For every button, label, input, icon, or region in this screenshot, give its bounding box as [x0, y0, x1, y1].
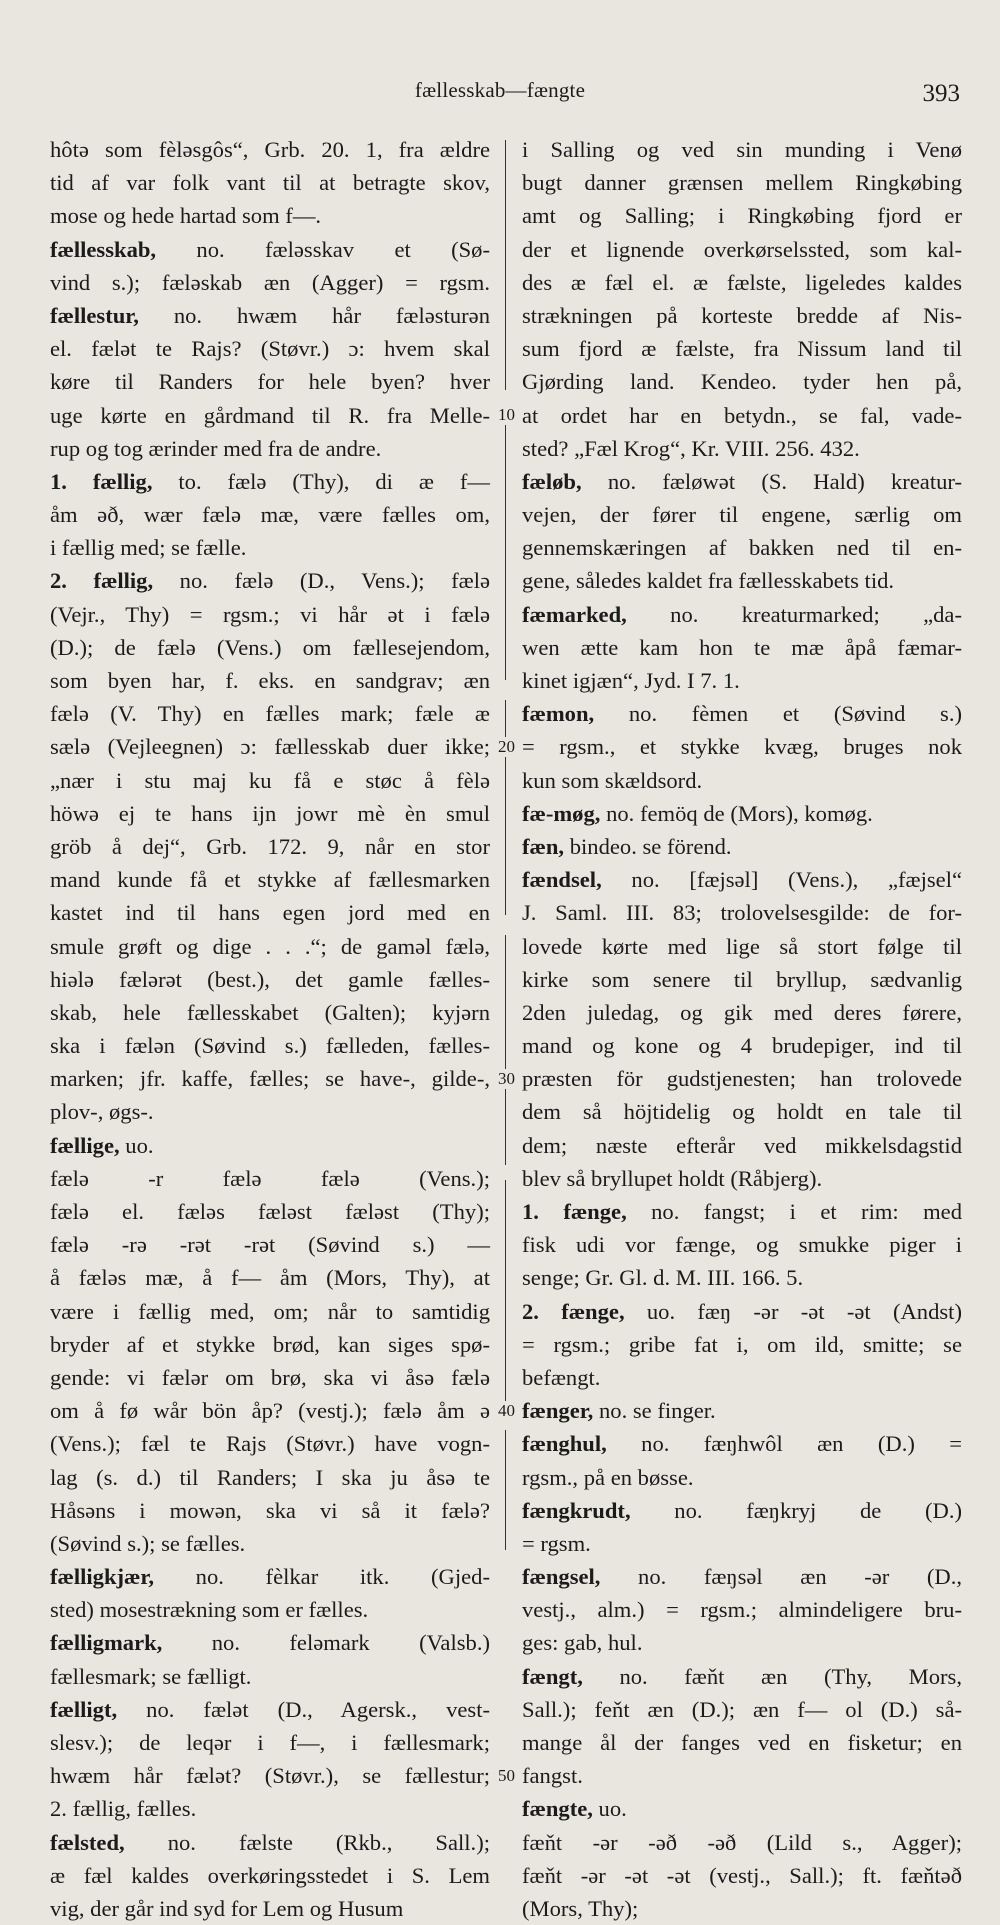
text-line: (Søvind s.); se fælles.	[50, 1530, 246, 1556]
text-line: fangst.	[522, 1763, 583, 1789]
text-line: fæløb, no. fæløwət (S. Hald) kreatur-	[522, 468, 962, 494]
text-line: gende: vi fælər om brø, ska vi åsə fælə	[50, 1364, 490, 1390]
text-line: fælə el. fæləs fæləst fæləst (Thy);	[50, 1199, 490, 1224]
text-line: 2. fænge, uo. fæŋ -ər -ət -ət (Andst)	[522, 1298, 962, 1324]
text-line: lag (s. d.) til Randers; I ska ju åsə te	[50, 1464, 490, 1490]
text-line: at ordet har en betydn., se fal, vade-	[522, 402, 962, 428]
text-line: (Mors, Thy);	[522, 1895, 639, 1921]
text-line: fælligkjær, no. fèlkar itk. (Gjed-	[50, 1564, 490, 1590]
text-line: plov-, øgs-.	[50, 1099, 154, 1125]
text-line: wen ætte kam hon te mæ åpå fæmar-	[522, 634, 962, 660]
text-line: (Vejr., Thy) = rgsm.; vi hår ət i fælə	[50, 601, 490, 627]
headword: fæmon,	[522, 701, 595, 727]
text-line: præsten för gudstjenesten; han trolovede	[522, 1066, 962, 1092]
text-line: i fællig med; se fælle.	[50, 535, 247, 561]
text-line: höwə ej te hans ijn jowr mè èn smul	[50, 800, 490, 826]
text-line: mand og kone og 4 brudepiger, ind til	[522, 1033, 962, 1059]
line-number: 50	[498, 1765, 515, 1785]
text-line: dem så höjtidelig og holdt en tale til	[522, 1099, 962, 1125]
text-line: (Vens.); fæl te Rajs (Støvr.) have vogn-	[50, 1431, 490, 1457]
text-line: fællige, uo.	[50, 1132, 154, 1158]
text-line: 2. fællig, fælles.	[50, 1796, 197, 1822]
text-line: fæmon, no. fèmen et (Søvind s.)	[522, 701, 962, 727]
headword: fælligkjær,	[50, 1564, 154, 1590]
text-line: sted? „Fæl Krog“, Kr. VIII. 256. 432.	[522, 435, 860, 461]
text-line: senge; Gr. Gl. d. M. III. 166. 5.	[522, 1265, 804, 1291]
text-line: bryder af et stykke brød, kan siges spø-	[50, 1331, 490, 1357]
text-line: gennemskæringen af bakken ned til en-	[522, 535, 962, 561]
headword: fæmarked,	[522, 601, 627, 627]
text-line: åm əð, wær fælə mæ, være fælles om,	[50, 502, 490, 528]
text-line: vig, der går ind syd for Lem og Husum	[50, 1895, 404, 1921]
line-number: 10	[498, 405, 515, 424]
text-line: des æ fæl el. æ fælste, ligeledes kaldes	[522, 269, 962, 295]
text-line: kirke som senere til bryllup, sædvanlig	[522, 966, 962, 992]
left-column	[50, 133, 490, 1925]
text-line: dem; næste efterår ved mikkelsdagstid	[522, 1132, 962, 1158]
text-line: som byen har, f. eks. en sandgrav; æn	[50, 668, 490, 693]
headword: fænghul,	[522, 1431, 607, 1457]
headword: fælsted,	[50, 1829, 125, 1855]
column-rule	[505, 700, 506, 915]
column-rule	[505, 410, 506, 680]
text-line: være i fællig med, om; når to samtidig	[50, 1298, 490, 1324]
headword: fæløb,	[522, 468, 582, 494]
text-line: fælsted, no. fælste (Rkb., Sall.);	[50, 1829, 490, 1855]
headword: fællestur,	[50, 302, 139, 328]
line-number: 30	[498, 1069, 515, 1088]
text-line: fængsel, no. fæŋsəl æn -ər (D.,	[522, 1564, 962, 1590]
text-line: el. fælət te Rajs? (Støvr.) ɔ: hvem skal	[50, 336, 490, 362]
right-column	[522, 133, 962, 1925]
text-line: hwæm hår fælət? (Støvr.), se fællestur;	[50, 1763, 490, 1789]
headword: 2. fællig,	[50, 568, 154, 594]
headword: fællige,	[50, 1132, 120, 1158]
text-line: tid af var folk vant til at betragte skov,	[50, 170, 490, 196]
text-line: skab, hele fællesskabet (Galten); kyjərn	[50, 999, 490, 1025]
text-line: ska i fælən (Søvind s.) fælleden, fælles-	[50, 1033, 490, 1059]
text-line: rup og tog ærinder med fra de andre.	[50, 435, 382, 461]
text-line: fæňt -ər -əð -əð (Lild s., Agger);	[522, 1829, 962, 1855]
page-number: 393	[922, 80, 960, 107]
headword: fæ-møg,	[522, 800, 601, 826]
text-line: gröb å dej“, Grb. 172. 9, når en stor	[50, 833, 490, 859]
column-rule	[505, 140, 506, 390]
text-line: (D.); de fælə (Vens.) om fællesejendom,	[50, 634, 490, 660]
text-line: uge kørte en gårdmand til R. fra Melle-	[50, 402, 490, 428]
text-line: fænghul, no. fæŋhwôl æn (D.) =	[522, 1431, 962, 1457]
text-line: Håsəns i mowən, ska vi så it fælə?	[50, 1497, 490, 1523]
headword: fæn,	[522, 833, 565, 859]
text-line: hiələ fælərət (best.), det gamle fælles-	[50, 966, 490, 992]
text-line: fændsel, no. [fæjsəl] (Vens.), „fæjsel“	[522, 867, 962, 893]
text-line: fæňt -ər -ət -ət (vestj., Sall.); ft. fæňtəð	[522, 1862, 962, 1888]
text-line: ges: gab, hul.	[522, 1630, 643, 1656]
text-line: vejen, der fører til engene, særlig om	[522, 502, 962, 528]
text-line: smule grøft og dige . . .“; de gaməl fælə,	[50, 933, 490, 959]
column-rule	[505, 1430, 506, 1550]
running-title: fællesskab—fængte	[414, 78, 586, 102]
text-line: mand kunde få et stykke af fællesmarken	[50, 867, 490, 893]
text-line: i Salling og ved sin munding i Venø	[522, 137, 962, 162]
text-line: fælligt, no. fælət (D., Agersk., vest-	[50, 1696, 490, 1722]
text-line: amt og Salling; i Ringkøbing fjord er	[522, 203, 962, 229]
text-line: køre til Randers for hele byen? hver	[50, 369, 490, 395]
text-line: hôtə som fèləsgôs“, Grb. 20. 1, fra ældre	[50, 137, 490, 162]
text-line: fællesskab, no. fæləsskav et (Sø-	[50, 236, 490, 262]
text-line: marken; jfr. kaffe, fælles; se have-, gilde-,	[50, 1066, 490, 1092]
text-line: sælə (Vejleegnen) ɔ: fællesskab duer ikke;	[50, 734, 490, 760]
text-line: kastet ind til hans egen jord med en	[50, 900, 490, 926]
text-line: der et lignende overkørselssted, som kal-	[522, 236, 962, 262]
text-line: blev så bryllupet holdt (Råbjerg).	[522, 1165, 823, 1191]
column-rule	[505, 1180, 506, 1410]
text-line: = rgsm., et stykke kvæg, bruges nok	[522, 734, 962, 760]
text-line: vestj., alm.) = rgsm.; almindeligere bru-	[522, 1597, 962, 1623]
text-line: å fæləs mæ, å f— åm (Mors, Thy), at	[50, 1265, 490, 1291]
text-line: om å fø wår bön åp? (vestj.); fælə åm ə	[50, 1398, 490, 1424]
text-line: lovede kørte med lige så stort følge til	[522, 933, 962, 959]
text-line: fæ-møg, no. femöq de (Mors), komøg.	[522, 800, 873, 826]
text-line: sted) mosestrækning som er fælles.	[50, 1597, 369, 1623]
headword: fælligmark,	[50, 1630, 163, 1656]
text-line: strækningen på korteste bredde af Nis-	[522, 302, 962, 328]
text-line: = rgsm.	[522, 1530, 591, 1556]
text-line: Sall.); feňt æn (D.); æn f— ol (D.) så-	[522, 1696, 962, 1722]
headword: fængte,	[522, 1796, 593, 1822]
text-line: fælligmark, no. feləmark (Valsb.)	[50, 1630, 490, 1656]
text-line: fisk udi vor fænge, og smukke piger i	[522, 1232, 962, 1258]
text-line: befængt.	[522, 1364, 601, 1390]
text-line: 1. fællig, to. fælə (Thy), di æ f—	[50, 468, 490, 494]
text-line: fæmarked, no. kreaturmarked; „da-	[522, 601, 962, 627]
headword: fælligt,	[50, 1696, 118, 1722]
text-line: 2. fællig, no. fælə (D., Vens.); fælə	[50, 568, 491, 594]
text-line: mose og hede hartad som f—.	[50, 203, 322, 229]
headword: 2. fænge,	[522, 1298, 625, 1324]
text-line: 2den juledag, og gik med deres førere,	[522, 999, 962, 1025]
text-line: fælə -r fælə fælə (Vens.);	[50, 1165, 490, 1191]
text-line: „nær i stu maj ku få e støc å fèlə	[50, 767, 490, 793]
text-line: slesv.); de leqər i f—, i fællesmark;	[50, 1730, 490, 1755]
text-line: = rgsm.; gribe fat i, om ild, smitte; se	[522, 1331, 962, 1357]
line-number: 40	[498, 1401, 515, 1420]
text-line: gene, således kaldet fra fællesskabets tid.	[522, 568, 895, 594]
line-number: 20	[498, 737, 515, 756]
text-line: Gjørding land. Kendeo. tyder hen på,	[522, 369, 962, 395]
text-line: rgsm., på en bøsse.	[522, 1464, 694, 1490]
headword: 1. fænge,	[522, 1199, 627, 1224]
text-line: mange ål der fanges ved en fisketur; en	[522, 1730, 962, 1755]
headword: fængkrudt,	[522, 1497, 631, 1523]
text-line: fæn, bindeo. se förend.	[522, 833, 732, 859]
text-line: sum fjord æ fælste, fra Nissum land til	[522, 336, 962, 362]
page-header	[0, 78, 1000, 108]
text-line: fængte, uo.	[522, 1796, 627, 1822]
text-line: fængt, no. fæňt æn (Thy, Mors,	[522, 1663, 962, 1689]
text-line: kinet igjæn“, Jyd. I 7. 1.	[522, 668, 740, 693]
headword: fællesskab,	[50, 236, 157, 262]
text-line: vind s.); fæləskab æn (Agger) = rgsm.	[50, 269, 490, 295]
headword: fængsel,	[522, 1564, 601, 1590]
column-rule	[505, 935, 506, 1165]
headword: 1. fællig,	[50, 468, 153, 494]
text-line: fængkrudt, no. fæŋkryj de (D.)	[522, 1497, 962, 1523]
text-line: fælə -rə -rət -rət (Søvind s.) —	[50, 1232, 490, 1258]
text-line: J. Saml. III. 83; trolovelsesgilde: de for-	[522, 900, 962, 926]
text-line: fællestur, no. hwæm hår fæləsturən	[50, 302, 490, 328]
headword: fændsel,	[522, 867, 602, 893]
text-line: æ fæl kaldes overkøringsstedet i S. Lem	[50, 1862, 490, 1888]
headword: fænger,	[522, 1398, 594, 1424]
text-line: kun som skældsord.	[522, 767, 703, 793]
text-line: fælə (V. Thy) en fælles mark; fæle æ	[50, 701, 490, 727]
headword: fængt,	[522, 1663, 583, 1689]
text-line: fænger, no. se finger.	[522, 1398, 716, 1424]
text-line: bugt danner grænsen mellem Ringkøbing	[522, 170, 962, 196]
text-line: fællesmark; se fælligt.	[50, 1663, 252, 1689]
text-line: 1. fænge, no. fangst; i et rim: med	[522, 1199, 962, 1224]
